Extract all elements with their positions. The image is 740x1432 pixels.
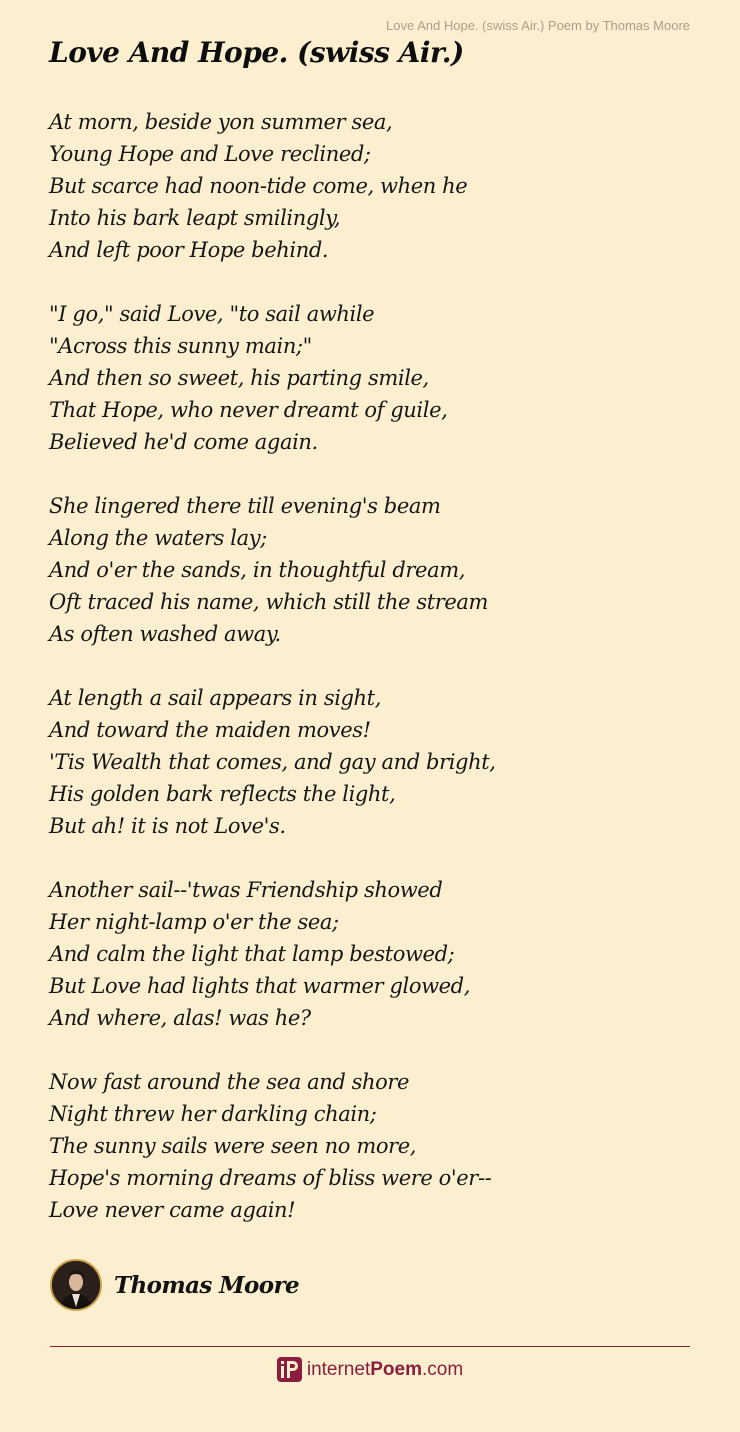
poem-line: 'Tis Wealth that comes, and gay and bright, — [49, 750, 496, 774]
poem-line: Along the waters lay; — [49, 526, 267, 550]
poem-line: Her night-lamp o'er the sea; — [49, 910, 339, 934]
poem-line: And where, alas! was he? — [49, 1006, 311, 1030]
poem-stanza — [49, 106, 689, 266]
author-name[interactable]: Thomas Moore — [114, 1271, 300, 1299]
brand-prefix: internet — [306, 1358, 371, 1380]
author-portrait-icon — [52, 1261, 100, 1309]
poem-line: And o'er the sands, in thoughtful dream, — [49, 558, 465, 582]
poem-line: "Across this sunny main;" — [49, 334, 312, 358]
poem-line: And toward the maiden moves! — [49, 718, 371, 742]
poem-line: She lingered there till evening's beam — [49, 494, 441, 518]
poem-line: Night threw her darkling chain; — [49, 1102, 377, 1126]
poem-line: But scarce had noon-tide come, when he — [49, 174, 468, 198]
page-caption: Love And Hope. (swiss Air.) Poem by Thomas Moore — [386, 18, 690, 33]
author-avatar[interactable] — [50, 1259, 102, 1311]
poem-line: Believed he'd come again. — [49, 430, 318, 454]
poem-stanza — [49, 1066, 689, 1226]
poem-line: Now fast around the sea and shore — [49, 1070, 410, 1094]
poem-line: His golden bark reflects the light, — [49, 782, 396, 806]
site-footer[interactable] — [0, 1357, 740, 1382]
poem-line: "I go," said Love, "to sail awhile — [49, 302, 375, 326]
poem-line: Into his bark leapt smilingly, — [49, 206, 341, 230]
poem-line: But Love had lights that warmer glowed, — [49, 974, 470, 998]
ip-logo-icon — [277, 1357, 302, 1382]
poem-line: But ah! it is not Love's. — [49, 814, 286, 838]
brand-bold: Poem — [370, 1358, 422, 1380]
site-brand-link[interactable] — [307, 1359, 463, 1381]
footer-divider — [50, 1346, 690, 1347]
poem-line: And then so sweet, his parting smile, — [49, 366, 429, 390]
poem-line: And left poor Hope behind. — [49, 238, 329, 262]
poem-stanza — [49, 682, 689, 842]
poem-line: At length a sail appears in sight, — [49, 686, 381, 710]
poem-stanza — [49, 490, 689, 650]
poem-line: And calm the light that lamp bestowed; — [49, 942, 455, 966]
poem-line: Young Hope and Love reclined; — [49, 142, 371, 166]
poem-line: The sunny sails were seen no more, — [49, 1134, 417, 1158]
brand-suffix: .com — [421, 1358, 464, 1380]
poem-body — [49, 106, 689, 1258]
poem-line: At morn, beside yon summer sea, — [49, 110, 393, 134]
poem-stanza — [49, 874, 689, 1034]
poem-line: Another sail--'twas Friendship showed — [49, 878, 443, 902]
poem-line: Hope's morning dreams of bliss were o'er-- — [49, 1166, 492, 1190]
poem-line: As often washed away. — [49, 622, 281, 646]
poem-stanza — [49, 298, 689, 458]
poem-title: Love And Hope. (swiss Air.) — [49, 36, 464, 69]
poem-line: Oft traced his name, which still the stream — [49, 590, 489, 614]
author-block[interactable] — [50, 1259, 299, 1311]
poem-line: That Hope, who never dreamt of guile, — [49, 398, 448, 422]
poem-line: Love never came again! — [49, 1198, 296, 1222]
